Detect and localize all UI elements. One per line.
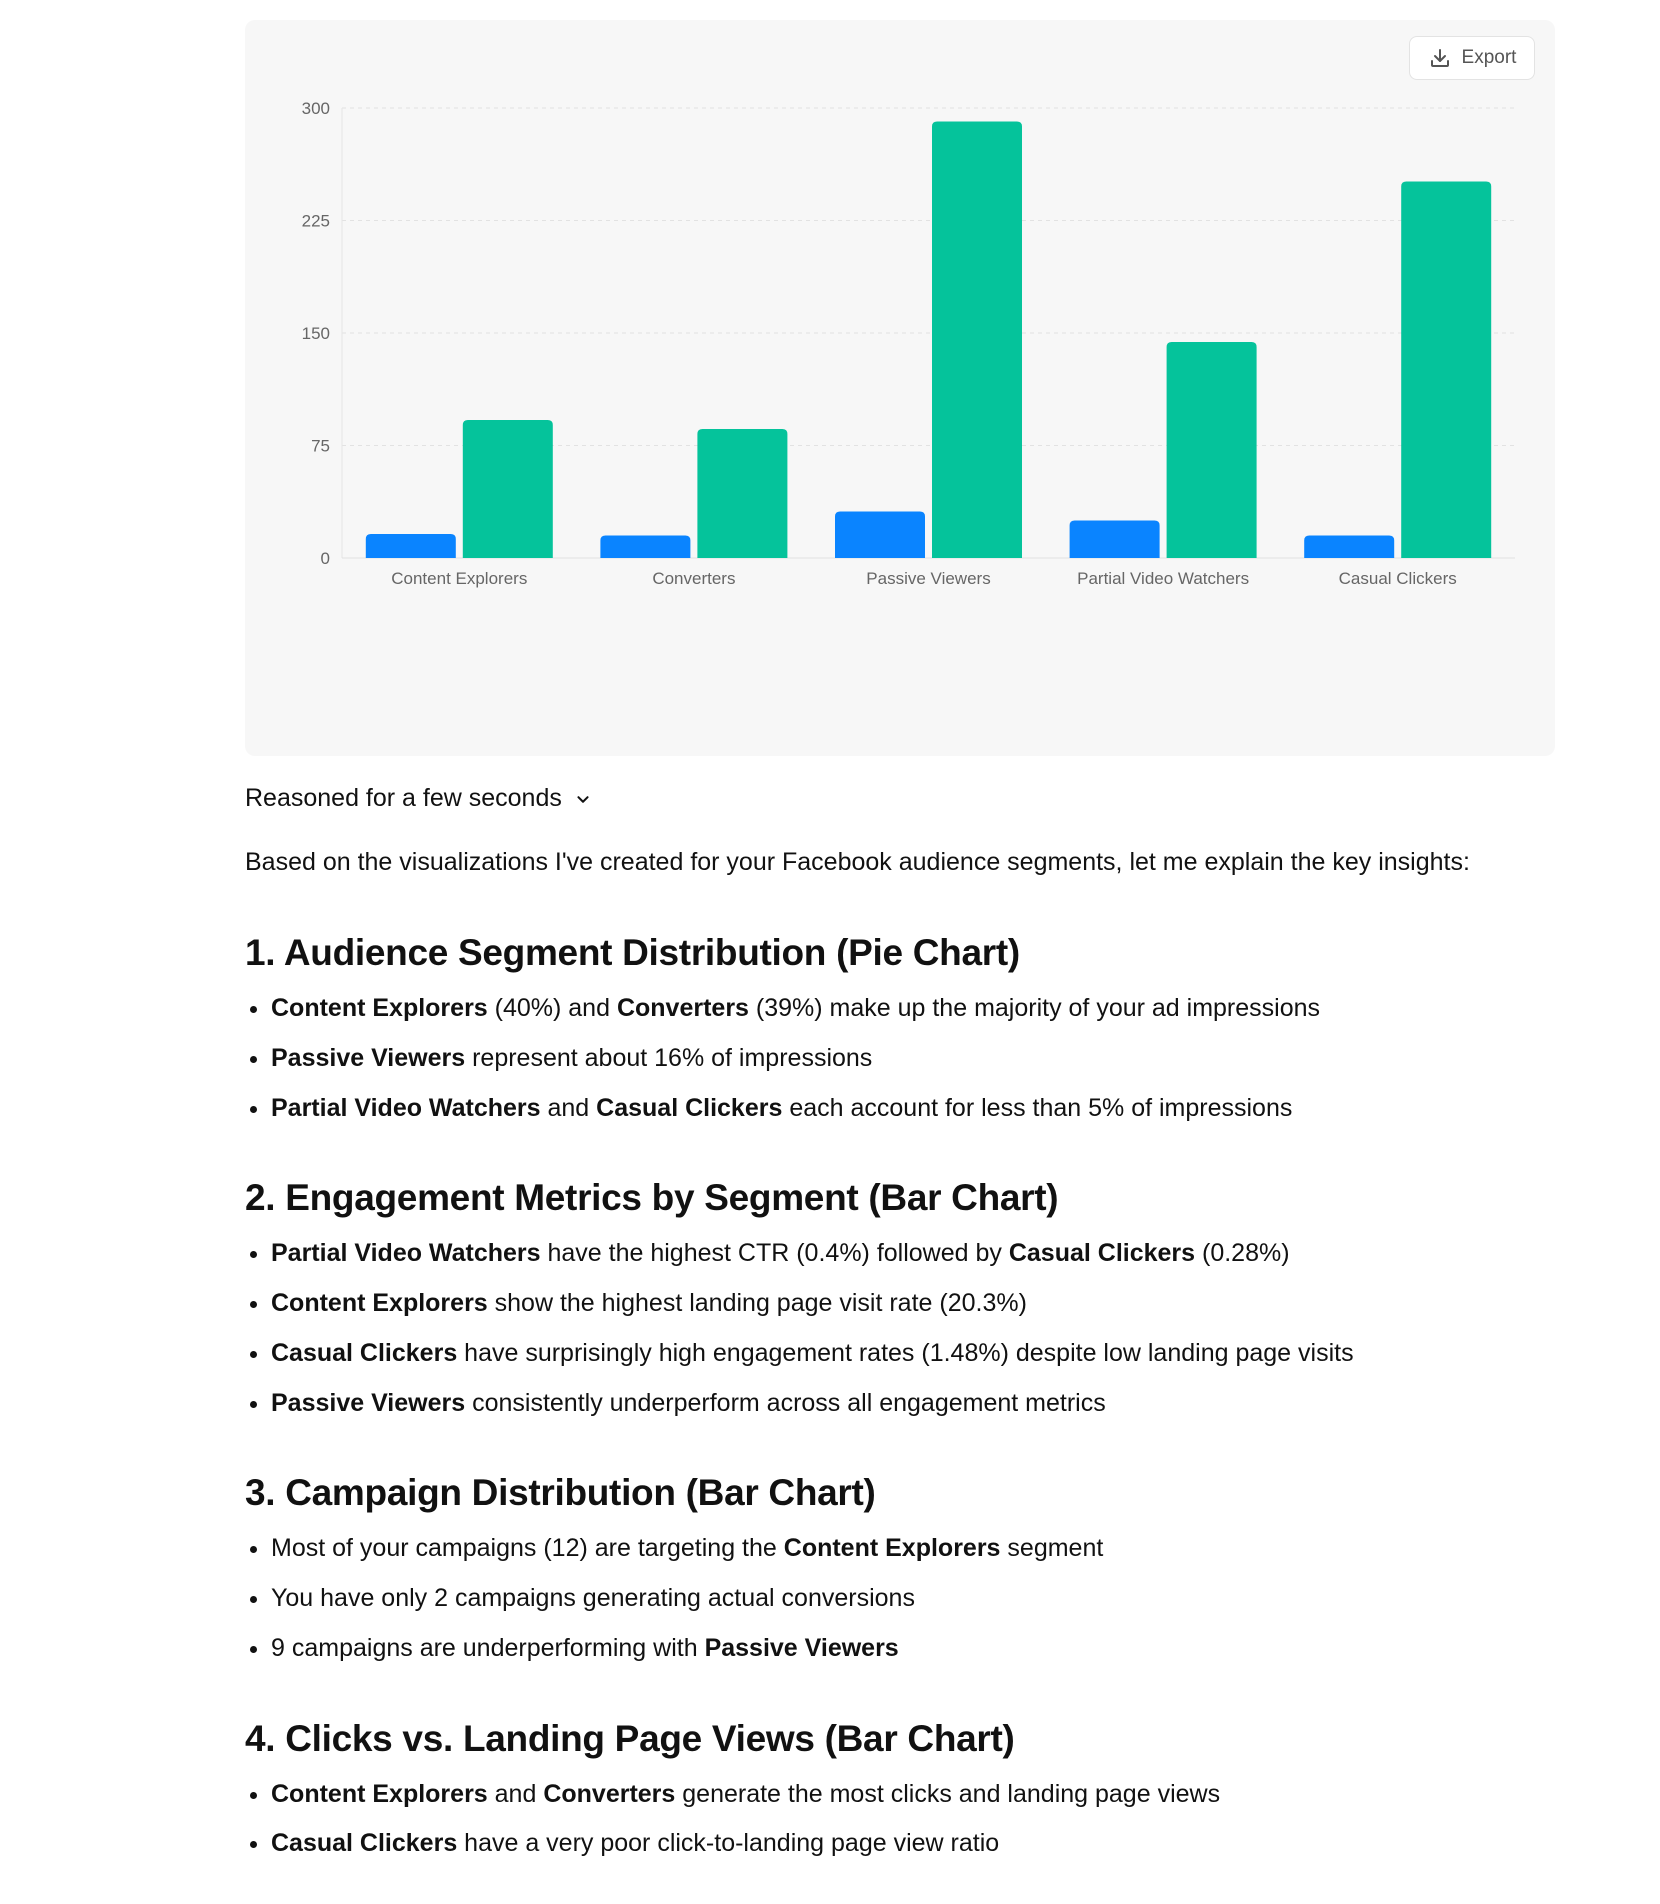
text-run: consistently underperform across all engagement metrics xyxy=(465,1388,1106,1417)
text-run: have a very poor click-to-landing page view ratio xyxy=(457,1829,1000,1858)
reasoning-label: Reasoned for a few seconds xyxy=(245,784,562,812)
bar xyxy=(697,429,787,558)
bold-term: Passive Viewers xyxy=(271,1043,466,1072)
text-run: each account for less than 5% of impressions xyxy=(782,1093,1293,1122)
section-heading: 4. Clicks vs. Landing Page Views (Bar Chart) xyxy=(245,1717,1015,1759)
text-run: represent about 16% of impressions xyxy=(465,1043,873,1072)
export-button[interactable] xyxy=(1409,36,1535,80)
section-heading: 3. Campaign Distribution (Bar Chart) xyxy=(245,1472,876,1514)
list-item xyxy=(271,1582,1545,1616)
section-heading: 2. Engagement Metrics by Segment (Bar Chart) xyxy=(245,1177,1059,1219)
text-run: show the highest landing page visit rate (20.3%) xyxy=(487,1289,1027,1317)
text-run: (0.28%) xyxy=(1195,1239,1290,1268)
bold-term: Casual Clickers xyxy=(271,1338,458,1367)
bold-term: Passive Viewers xyxy=(704,1633,899,1662)
bar xyxy=(600,536,690,559)
text-run: generate the most clicks and landing page views xyxy=(675,1779,1221,1808)
text-run: 9 campaigns are underperforming with xyxy=(271,1633,705,1662)
section-heading: 1. Audience Segment Distribution (Pie Chart) xyxy=(245,932,1020,973)
export-label: Export xyxy=(1461,47,1517,68)
bold-term: Partial Video Watchers xyxy=(271,1239,541,1268)
download-icon xyxy=(1428,46,1452,70)
list-item xyxy=(271,1532,1545,1566)
text-run: have surprisingly high engagement rates (1.48%) despite low landing page visits xyxy=(457,1338,1354,1367)
bold-term: Content Explorers xyxy=(783,1534,1001,1563)
text-run: Most of your campaigns (12) are targeting the xyxy=(271,1534,784,1563)
list-item xyxy=(271,1287,1545,1321)
bar xyxy=(1070,521,1160,559)
bold-term: Converters xyxy=(543,1779,676,1808)
bullet-list xyxy=(245,1532,1545,1665)
text-run: and xyxy=(540,1093,597,1122)
list-item xyxy=(271,1237,1545,1271)
list-item xyxy=(271,992,1545,1026)
bullet-list xyxy=(245,1778,1545,1862)
text-run: segment xyxy=(1000,1534,1104,1563)
list-item xyxy=(271,1337,1545,1371)
text-run: You have only 2 campaigns generating actual conversions xyxy=(271,1584,915,1612)
bar xyxy=(463,420,553,558)
chevron-down-icon xyxy=(572,788,594,810)
insight-sections xyxy=(245,932,1545,1861)
bar-chart xyxy=(245,20,1555,756)
reasoning-toggle[interactable] xyxy=(245,784,1545,813)
text-run: and xyxy=(487,1779,544,1808)
bold-term: Casual Clickers xyxy=(596,1093,783,1122)
list-item xyxy=(271,1632,1545,1666)
bullet-list xyxy=(245,992,1545,1125)
bold-term: Converters xyxy=(616,994,749,1022)
bold-term: Content Explorers xyxy=(271,1289,488,1317)
list-item xyxy=(271,1092,1545,1126)
list-item xyxy=(271,1827,1545,1861)
bar xyxy=(1304,536,1394,559)
y-tick-label: 150 xyxy=(301,324,330,343)
x-tick-label: Content Explorers xyxy=(391,569,528,588)
x-tick-label: Casual Clickers xyxy=(1338,569,1457,588)
bar xyxy=(1167,342,1257,558)
intro-text: Based on the visualizations I've created for your Facebook audience segments, let me explain the key insights: xyxy=(245,848,1470,876)
bold-term: Casual Clickers xyxy=(271,1829,458,1858)
bar xyxy=(835,512,925,559)
bold-term: Casual Clickers xyxy=(1008,1239,1196,1268)
list-item xyxy=(271,1042,1545,1076)
chart-card xyxy=(245,20,1555,756)
bold-term: Content Explorers xyxy=(271,994,488,1022)
bold-term: Partial Video Watchers xyxy=(271,1093,541,1122)
bar xyxy=(1401,182,1491,559)
list-item xyxy=(271,1778,1545,1812)
y-tick-label: 225 xyxy=(301,211,330,231)
response-content xyxy=(245,760,1545,1877)
x-tick-label: Converters xyxy=(652,569,736,588)
bullet-list xyxy=(245,1237,1545,1420)
bold-term: Passive Viewers xyxy=(271,1388,466,1417)
y-tick-label: 0 xyxy=(320,549,330,568)
x-tick-label: Partial Video Watchers xyxy=(1077,569,1250,588)
y-tick-label: 75 xyxy=(311,436,330,456)
text-run: (39%) make up the majority of your ad impressions xyxy=(748,994,1321,1022)
text-run: have the highest CTR (0.4%) followed by xyxy=(540,1239,1009,1268)
bar xyxy=(366,534,456,558)
y-tick-label: 300 xyxy=(301,99,330,118)
bar xyxy=(932,122,1022,559)
x-tick-label: Passive Viewers xyxy=(866,569,991,588)
bold-term: Content Explorers xyxy=(271,1779,488,1808)
list-item xyxy=(271,1387,1545,1421)
text-run: (40%) and xyxy=(487,994,617,1022)
